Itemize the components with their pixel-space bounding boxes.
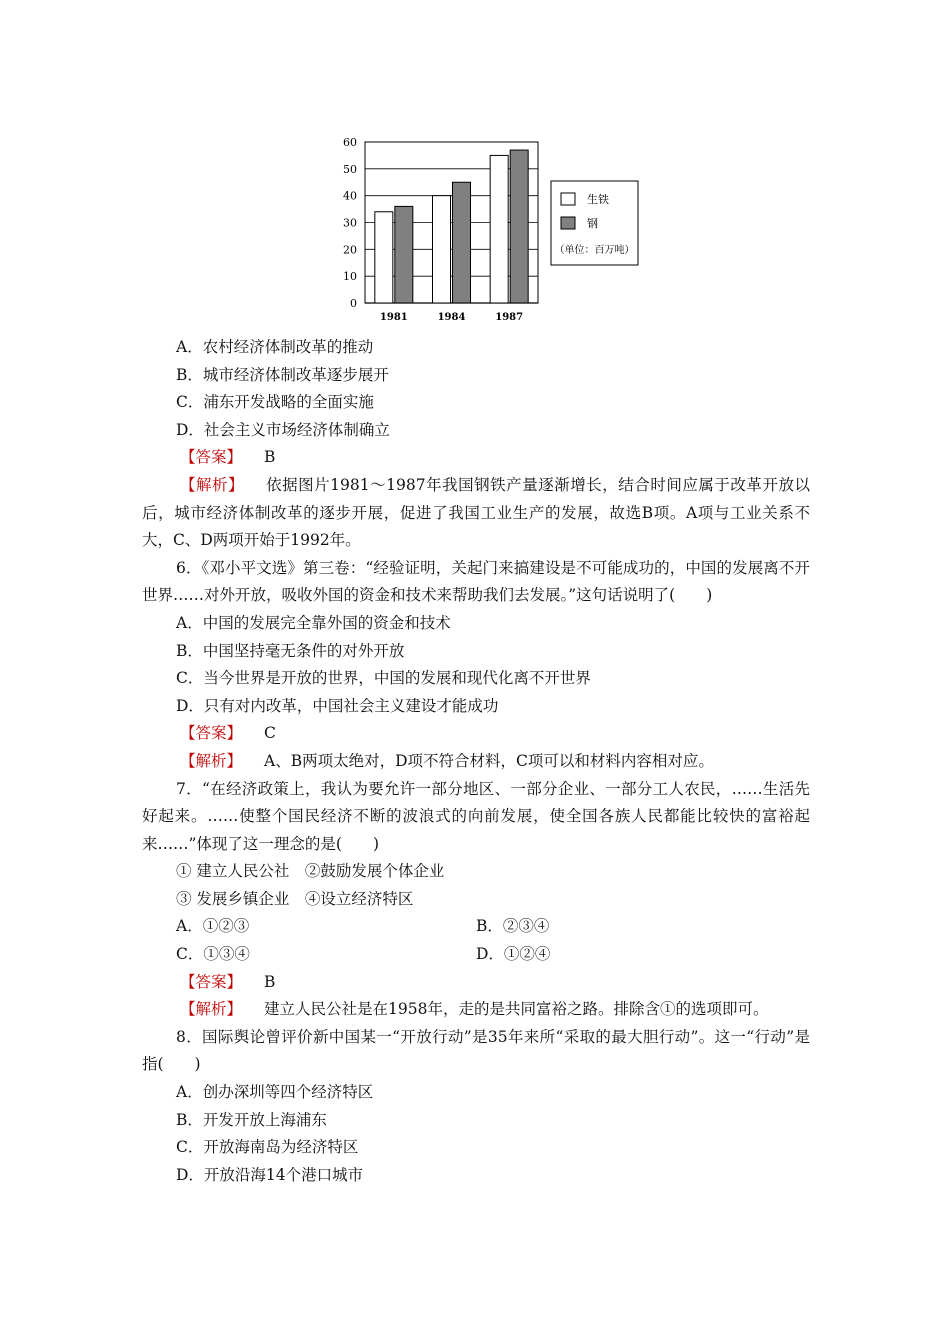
q7-option-d: D．①②④ <box>476 945 551 964</box>
analysis-text: A、B两项太绝对，D项不符合材料，C项可以和材料内容相对应。 <box>264 751 714 770</box>
q7-stem: 7．“在经济政策上，我认为要允许一部分地区、一部分企业、一部分工人农民，……生活先好起来。……使整个国民经济不断的波浪式的向前发展，使全国各族人民都能比较快的富裕起来……”体现了这一理念的是( ) <box>142 779 810 853</box>
answer-value: B <box>264 448 276 467</box>
unit-note: （单位：百万吨） <box>554 245 635 256</box>
q6-option-a: A．中国的发展完全靠外国的资金和技术 <box>176 613 451 632</box>
q6-analysis <box>142 748 810 776</box>
y-tick-label: 20 <box>343 243 357 257</box>
q6-option-c: C．当今世界是开放的世界，中国的发展和现代化离不开世界 <box>176 669 591 688</box>
answer-tag: 【答案】 <box>180 724 243 743</box>
document-body <box>142 334 810 1189</box>
legend-label: 生铁 <box>587 193 609 206</box>
q7-options-row-2 <box>142 941 810 969</box>
answer-tag: 【答案】 <box>180 448 243 467</box>
q7-option-c: C．①③④ <box>176 945 250 964</box>
q5-analysis <box>142 472 810 555</box>
legend-swatch <box>561 193 575 205</box>
y-tick-label: 0 <box>350 297 357 310</box>
analysis-text: 建立人民公社是在1958年，走的是共同富裕之路。排除含①的选项即可。 <box>264 1000 769 1019</box>
steel-iron-bar-chart <box>330 128 650 328</box>
q8-option-d: D．开放沿海14个港口城市 <box>176 1165 364 1184</box>
y-tick-label: 10 <box>343 270 357 284</box>
y-tick-label: 30 <box>343 216 357 230</box>
q7-items-2: ③ 发展乡镇企业 ④设立经济特区 <box>176 889 414 908</box>
q8-option-c: C．开放海南岛为经济特区 <box>176 1138 359 1157</box>
answer-tag: 【答案】 <box>180 972 243 991</box>
bar-pig-iron <box>375 212 393 303</box>
q5-option-b: B．城市经济体制改革逐步展开 <box>176 365 389 384</box>
legend-swatch <box>561 217 575 229</box>
analysis-tag: 【解析】 <box>180 1000 243 1019</box>
q5-option-d: D．社会主义市场经济体制确立 <box>176 420 390 439</box>
x-tick-label: 1981 <box>379 312 408 323</box>
answer-value: B <box>264 972 276 991</box>
bar-steel <box>453 182 471 303</box>
analysis-tag: 【解析】 <box>180 751 243 770</box>
q6-option-b: B．中国坚持毫无条件的对外开放 <box>176 641 405 660</box>
y-tick-label: 40 <box>343 189 357 203</box>
chart-svg <box>330 128 650 328</box>
q6-answer <box>142 720 810 748</box>
q5-option-a: A．农村经济体制改革的推动 <box>176 338 374 356</box>
q8-option-a: A．创办深圳等四个经济特区 <box>176 1083 374 1102</box>
y-tick-label: 60 <box>343 136 357 149</box>
q7-options-row-1 <box>142 913 810 941</box>
q6-option-d: D．只有对内改革，中国社会主义建设才能成功 <box>176 696 499 715</box>
bar-pig-iron <box>433 196 451 303</box>
q7-answer <box>142 969 810 997</box>
q7-items-1: ① 建立人民公社 ②鼓励发展个体企业 <box>176 862 445 881</box>
analysis-tag: 【解析】 <box>180 475 245 494</box>
answer-value: C <box>264 724 276 743</box>
q6-stem: 6．《邓小平文选》第三卷：“经验证明，关起门来搞建设是不可能成功的，中国的发展离不开世界……对外开放，吸收外国的资金和技术来帮助我们去发展。”这句话说明了( ) <box>142 558 810 605</box>
q5-answer <box>142 444 810 472</box>
bar-pig-iron <box>490 155 508 303</box>
y-tick-label: 50 <box>343 162 357 176</box>
q5-option-c: C．浦东开发战略的全面实施 <box>176 393 374 412</box>
q7-option-b: B．②③④ <box>476 917 550 936</box>
bar-steel <box>510 150 528 303</box>
legend-label: 钢 <box>587 217 598 230</box>
analysis-text: 依据图片1981～1987年我国钢铁产量逐渐增长，结合时间应属于改革开放以后，城市经济体制改革的逐步开展，促进了我国工业生产的发展，故选B项。A项与工业关系不大，C、D两项开始于1992年。 <box>142 475 810 550</box>
q7-option-a: A．①②③ <box>176 917 250 936</box>
x-tick-label: 1984 <box>437 312 466 323</box>
bar-steel <box>395 206 413 303</box>
q8-option-b: B．开发开放上海浦东 <box>176 1110 327 1129</box>
q8-stem: 8．国际舆论曾评价新中国某一“开放行动”是35年来所“采取的最大胆行动”。这一“行动”是指( ) <box>142 1027 810 1074</box>
q7-analysis <box>142 996 810 1024</box>
x-tick-label: 1987 <box>495 312 524 323</box>
